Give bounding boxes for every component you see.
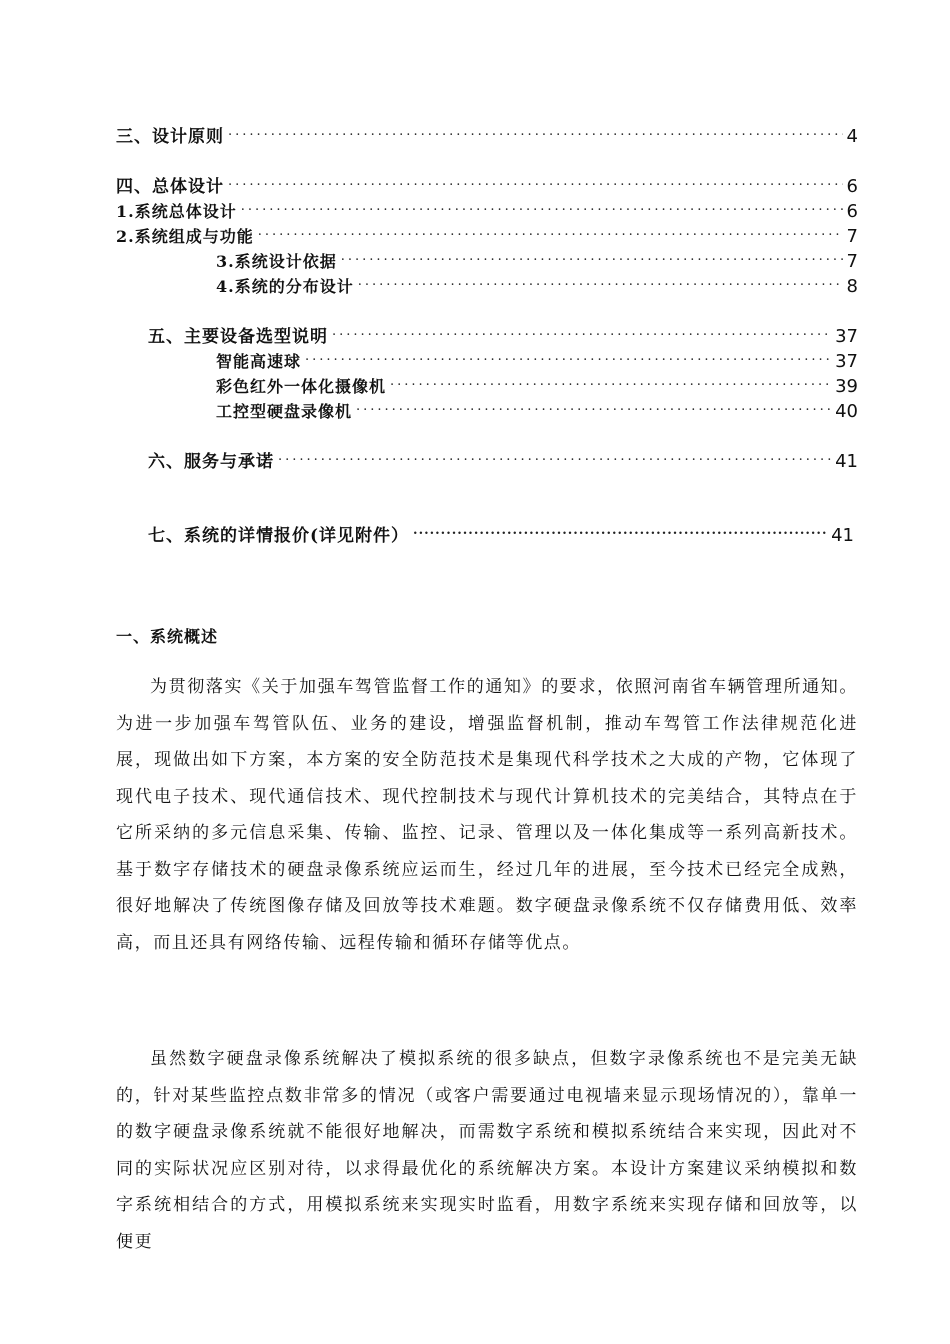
toc-entry[interactable] bbox=[216, 401, 858, 423]
toc-entry[interactable] bbox=[148, 451, 858, 473]
toc-page-number: 37 bbox=[835, 326, 858, 347]
toc-entry[interactable] bbox=[216, 351, 858, 373]
toc-leader-dots bbox=[341, 246, 843, 268]
toc-label: 七、系统的详情报价(详见附件） bbox=[148, 526, 410, 546]
toc-leader-dots bbox=[228, 121, 843, 143]
toc-page-number: 41 bbox=[835, 451, 858, 472]
toc-entry[interactable] bbox=[216, 376, 858, 398]
toc-label: 3.系统设计依据 bbox=[216, 252, 337, 271]
toc-leader-dots bbox=[332, 321, 831, 343]
toc-label: 六、服务与承诺 bbox=[148, 452, 274, 472]
toc-leader-dots bbox=[390, 371, 831, 393]
toc-label: 4.系统的分布设计 bbox=[216, 277, 354, 296]
toc-page-number: 6 bbox=[846, 176, 858, 197]
toc-leader-dots bbox=[228, 171, 843, 193]
toc-entry[interactable] bbox=[116, 176, 858, 198]
toc-page-number: 37 bbox=[835, 351, 858, 372]
toc-entry[interactable] bbox=[148, 525, 854, 547]
toc-leader-dots bbox=[258, 221, 843, 243]
toc-leader-dots bbox=[278, 446, 831, 468]
toc-label: 智能高速球 bbox=[216, 352, 302, 371]
toc-page-number: 7 bbox=[846, 226, 858, 247]
toc-page-number: 6 bbox=[846, 201, 858, 222]
toc-page-number: 40 bbox=[835, 401, 858, 422]
toc-leader-dots bbox=[356, 396, 831, 418]
toc-label: 彩色红外一体化摄像机 bbox=[216, 377, 387, 396]
toc-label: 2.系统组成与功能 bbox=[116, 227, 254, 246]
toc-leader-dots bbox=[413, 520, 827, 542]
body-paragraph: 虽然数字硬盘录像系统解决了模拟系统的很多缺点，但数字录像系统也不是完美无缺的，针对某些监控点数非常多的情况（或客户需要通过电视墙来显示现场情况的），靠单一的数字硬盘录像系统就不能很好地解决，而需数字系统和模拟系统结合来实现，因此对不同的实际状况应区别对待，以求得最优化的系统解决方案。本设计方案建议采纳模拟和数字系统相结合的方式，用模拟系统来实现实时监看，用数字系统来实现存储和回放等，以便更 bbox=[116, 1049, 858, 1252]
toc-page-number: 7 bbox=[846, 251, 858, 272]
toc-page-number: 41 bbox=[831, 525, 854, 546]
section-heading: 一、系统概述 bbox=[116, 627, 219, 646]
toc-entry[interactable] bbox=[216, 276, 858, 298]
toc-leader-dots bbox=[358, 271, 843, 293]
toc-entry[interactable] bbox=[116, 126, 858, 148]
toc-label: 1.系统总体设计 bbox=[116, 202, 237, 221]
toc-entry[interactable] bbox=[116, 201, 858, 223]
toc-label: 三、设计原则 bbox=[116, 127, 224, 147]
toc-entry[interactable] bbox=[148, 326, 858, 348]
toc-leader-dots bbox=[241, 196, 843, 218]
toc-page-number: 8 bbox=[846, 276, 858, 297]
toc-label: 四、总体设计 bbox=[116, 177, 224, 197]
toc-page-number: 39 bbox=[835, 376, 858, 397]
toc-page-number: 4 bbox=[846, 126, 858, 147]
toc-label: 五、主要设备选型说明 bbox=[148, 327, 328, 347]
toc-label: 工控型硬盘录像机 bbox=[216, 402, 353, 421]
body-paragraph: 为贯彻落实《关于加强车驾管监督工作的通知》的要求，依照河南省车辆管理所通知。为进一步加强车驾管队伍、业务的建设，增强监督机制，推动车驾管工作法律规范化进展，现做出如下方案，本方案的安全防范技术是集现代科学技术之大成的产物，它体现了现代电子技术、现代通信技术、现代控制技术与现代计算机技术的完美结合，其特点在于它所采纳的多元信息采集、传输、监控、记录、管理以及一体化集成等一系列高新技术。基于数字存储技术的硬盘录像系统应运而生，经过几年的进展，至今技术已经完全成熟，很好地解决了传统图像存储及回放等技术难题。数字硬盘录像系统不仅存储费用低、效率高，而且还具有网络传输、远程传输和循环存储等优点。 bbox=[116, 677, 858, 953]
toc-entry[interactable] bbox=[116, 226, 858, 248]
toc-leader-dots bbox=[305, 346, 831, 368]
toc-entry[interactable] bbox=[216, 251, 858, 273]
